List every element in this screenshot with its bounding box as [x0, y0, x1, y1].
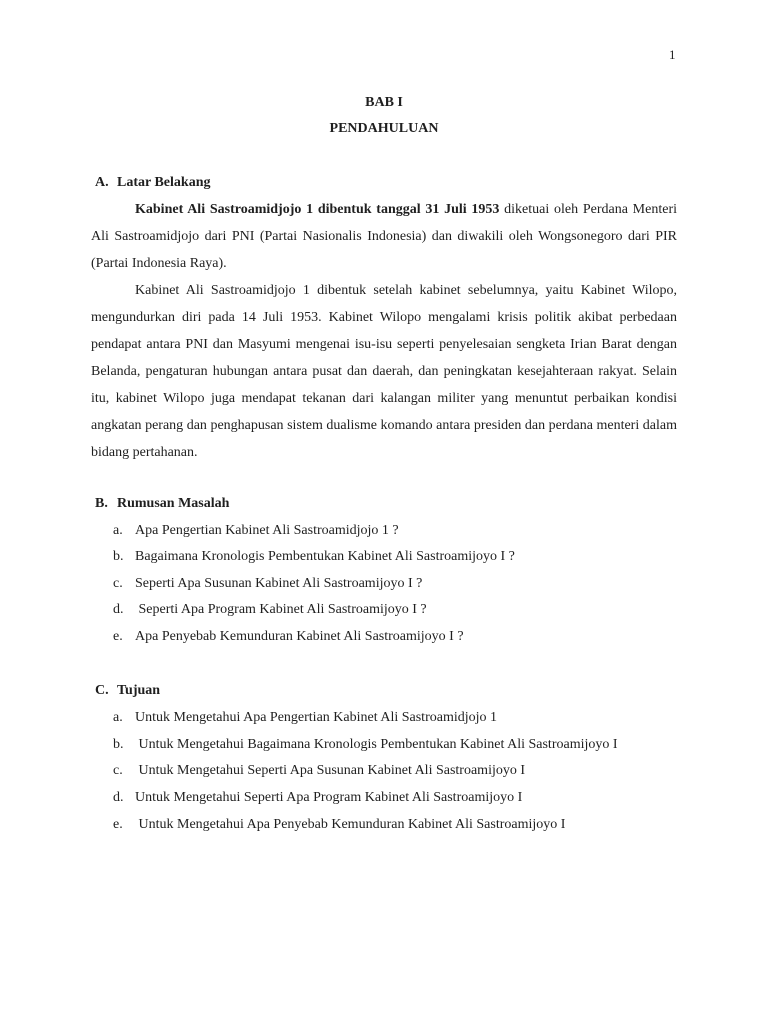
- objective-item-c: [113, 763, 525, 779]
- list-item-text: Untuk Mengetahui Apa Pengertian Kabinet Ali Sastroamidjojo 1: [135, 710, 497, 725]
- background-paragraph-2: [91, 277, 677, 466]
- list-marker: e.: [113, 629, 123, 644]
- list-marker: c.: [113, 576, 123, 591]
- objective-item-a: [113, 710, 497, 726]
- section-b-label: B.: [95, 496, 108, 511]
- list-item-text: Apa Pengertian Kabinet Ali Sastroamidjojo 1 ?: [135, 523, 399, 538]
- background-paragraph-1: [91, 196, 677, 277]
- list-marker: c.: [113, 763, 123, 778]
- list-item-text: Seperti Apa Program Kabinet Ali Sastroamijoyo I ?: [135, 602, 427, 617]
- list-item-text: Untuk Mengetahui Apa Penyebab Kemunduran Kabinet Ali Sastroamijoyo I: [135, 817, 566, 832]
- section-a-label: A.: [95, 175, 109, 190]
- list-item-text: Bagaimana Kronologis Pembentukan Kabinet Ali Sastroamijoyo I ?: [135, 549, 515, 564]
- list-item-text: Untuk Mengetahui Seperti Apa Program Kabinet Ali Sastroamijoyo I: [135, 790, 523, 805]
- problem-item-c: [113, 576, 422, 592]
- list-marker: a.: [113, 523, 123, 538]
- background-paragraph-2-text: Kabinet Ali Sastroamidjojo 1 dibentuk setelah kabinet sebelumnya, yaitu Kabinet Wilopo, mengundurkan diri pada 14 Juli 1953. Kabinet Wilopo mengalami krisis politik akibat perbedaan pendapat antara PNI dan Masyumi mengenai isu-isu seperti penyelesaian sengketa Irian Barat dengan Belanda, pengaturan hubungan antara pusat dan daerah, dan peningkatan kesejahteraan rakyat. Selain itu, kabinet Wilopo juga mendapat tekanan dari kalangan militer yang menuntut perbaikan kondisi angkatan perang dan penghapusan sistem dualisme komando antara presiden dan perdana menteri dalam bidang pertahanan.: [91, 283, 677, 460]
- background-paragraph-1-bold: Kabinet Ali Sastroamidjojo 1 dibentuk tanggal 31 Juli 1953: [135, 202, 500, 217]
- section-c-label: C.: [95, 683, 109, 698]
- list-item-text: Untuk Mengetahui Seperti Apa Susunan Kabinet Ali Sastroamijoyo I: [135, 763, 526, 778]
- section-c-heading: [95, 683, 160, 699]
- problem-item-d: [113, 602, 427, 618]
- list-marker: d.: [113, 790, 124, 805]
- section-b-title: Rumusan Masalah: [117, 496, 230, 511]
- problem-item-b: [113, 549, 515, 565]
- list-marker: e.: [113, 817, 123, 832]
- problem-item-a: [113, 523, 399, 539]
- list-item-text: Untuk Mengetahui Bagaimana Kronologis Pembentukan Kabinet Ali Sastroamijoyo I: [135, 737, 618, 752]
- list-item-text: Seperti Apa Susunan Kabinet Ali Sastroamijoyo I ?: [135, 576, 423, 591]
- section-c-title: Tujuan: [117, 683, 161, 698]
- objective-item-d: [113, 790, 522, 806]
- page-number: 1: [669, 47, 676, 62]
- objective-item-e: [113, 817, 565, 833]
- section-a-title: Latar Belakang: [117, 175, 211, 190]
- list-marker: b.: [113, 737, 124, 752]
- background-paragraph-1-rest: diketuai oleh Perdana Menteri Ali Sastroamidjojo dari PNI (Partai Nasionalis Indonesia) dan diwakili oleh Wongsonegoro dari PIR (Partai Indonesia Raya).: [91, 202, 678, 271]
- section-a-heading: [95, 175, 210, 191]
- chapter-number: BAB I: [365, 95, 403, 110]
- section-b-heading: [95, 496, 229, 512]
- objective-item-b: [113, 737, 618, 753]
- list-marker: a.: [113, 710, 123, 725]
- list-marker: b.: [113, 549, 124, 564]
- problem-item-e: [113, 629, 464, 645]
- list-item-text: Apa Penyebab Kemunduran Kabinet Ali Sastroamijoyo I ?: [135, 629, 464, 644]
- chapter-title: PENDAHULUAN: [329, 121, 439, 136]
- list-marker: d.: [113, 602, 124, 617]
